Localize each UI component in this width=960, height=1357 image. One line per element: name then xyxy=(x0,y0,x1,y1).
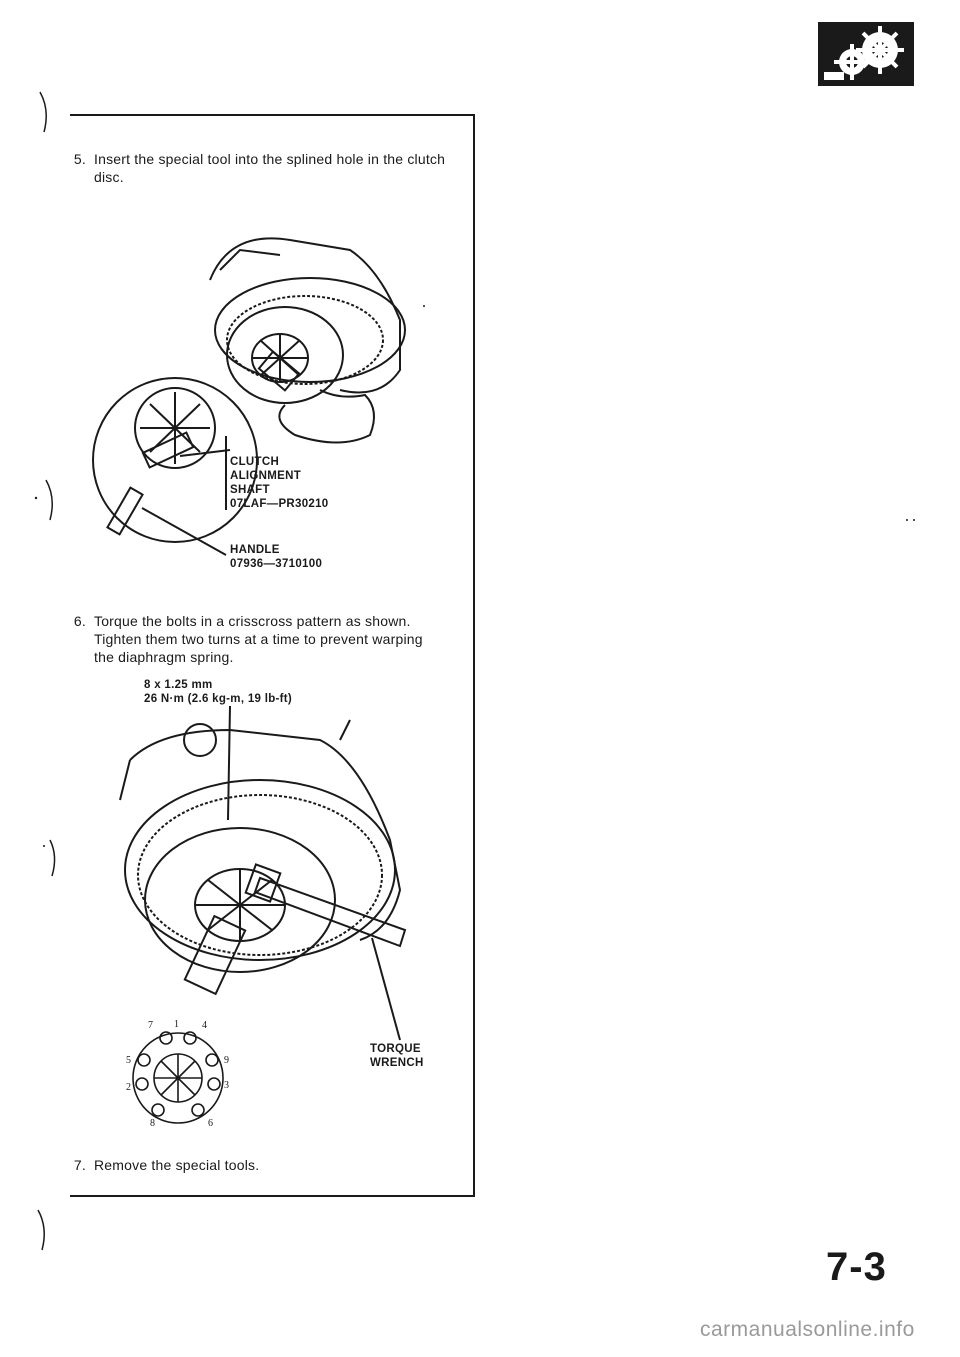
bolt-sequence-number: 5 xyxy=(126,1055,131,1066)
bolt-torque-spec: 8 x 1.25 mm 26 N·m (2.6 kg-m, 19 lb-ft) xyxy=(144,679,293,705)
watermark: carmanualsonline.info xyxy=(700,1318,915,1341)
step-number: 7. xyxy=(73,1157,86,1173)
step-text-line: Insert the special tool into the splined hole in the clutch xyxy=(94,151,446,167)
bolt-sequence-number: 7 xyxy=(148,1020,153,1031)
step-text-line: disc. xyxy=(94,169,124,185)
bolt-sequence-number: 9 xyxy=(224,1055,229,1066)
step-number: 6. xyxy=(73,613,86,629)
step-text-line: Tighten them two turns at a time to prevent warping xyxy=(94,631,423,647)
step-number: 5. xyxy=(73,151,86,167)
step-text-line: Remove the special tools. xyxy=(94,1157,260,1173)
bolt-sequence-number: 3 xyxy=(224,1080,229,1091)
page-number: 7-3 xyxy=(826,1245,887,1289)
step-5 xyxy=(64,150,464,190)
bolt-sequence-diagram xyxy=(112,1018,242,1136)
clutch-alignment-shaft-label: CLUTCH ALIGNMENT SHAFT 07LAF—PR30210 xyxy=(230,456,329,510)
bolt-sequence-number: 6 xyxy=(208,1118,213,1129)
clutch-alignment-illustration xyxy=(80,210,460,580)
bolt-sequence-number: 1 xyxy=(174,1019,179,1030)
step-text-line: Torque the bolts in a crisscross pattern as shown. xyxy=(94,613,411,629)
step-text-line: the diaphragm spring. xyxy=(94,649,234,665)
step-6 xyxy=(64,612,464,668)
bolt-sequence-number: 4 xyxy=(202,1020,207,1031)
bolt-sequence-number: 2 xyxy=(126,1082,131,1093)
torque-wrench-label: TORQUE WRENCH xyxy=(370,1043,424,1069)
bolt-sequence-number: 8 xyxy=(150,1118,155,1129)
handle-label: HANDLE 07936—3710100 xyxy=(230,544,323,570)
step-7 xyxy=(64,1156,464,1176)
